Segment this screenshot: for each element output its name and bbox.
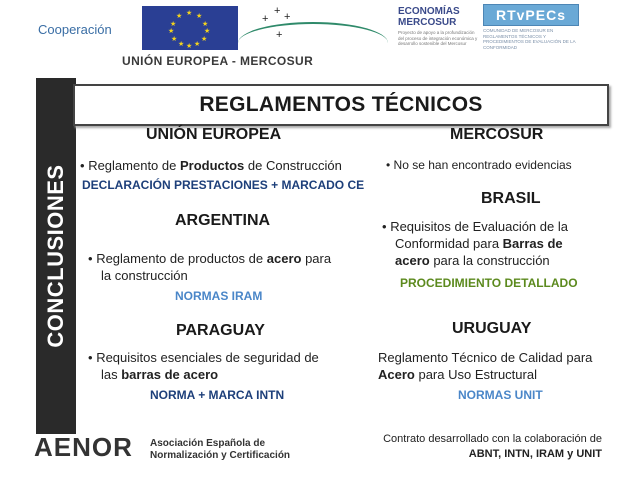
mercosur-stars-logo [260,6,306,46]
title-box [73,84,609,126]
econ-subtitle: Proyecto de apoyo a la profundización del proceso de integración económica y desarrollo sostenible del Mercosur [398,30,478,46]
brasil-l3-post: para la construcción [429,253,550,268]
star-icon: ★ [186,10,193,17]
star-icon: ★ [170,21,177,28]
aenor-subtitle [150,438,290,462]
contrato-note [346,432,602,462]
conclusiones-side-bar [36,78,76,434]
economias-mercosur-logo [398,6,478,64]
mercosur-line: No se han encontrado evidencias [393,158,572,172]
eu-flag-logo [142,6,238,50]
econ-title-2: MERCOSUR [398,17,457,28]
econ-title-1: ECONOMÍAS [398,6,460,17]
star-icon: ★ [168,28,175,35]
brasil-l1: Requisitos de Evaluación de la [390,219,568,234]
star-icon: + [262,13,269,25]
brasil-l3-bold: acero [395,253,430,268]
uruguay-note: NORMAS UNIT [458,388,543,402]
bullet-icon: • [88,251,93,266]
star-icon: ★ [178,41,185,48]
bullet-icon: • [382,219,387,234]
aenor-logo: AENOR [34,432,133,462]
star-icon: ★ [202,21,209,28]
ue-line-post: de Construcción [244,158,342,173]
star-icon: + [274,5,281,17]
star-icon: ★ [201,36,208,43]
argentina-l2: la construcción [101,268,188,283]
star-icon: ★ [186,43,193,50]
brasil-note: PROCEDIMIENTO DETALLADO [400,276,578,290]
union-europea-mercosur-label: UNIÓN EUROPEA - MERCOSUR [122,54,314,68]
star-icon: + [276,29,283,41]
ue-heading: UNIÓN EUROPEA [146,126,282,143]
ue-line-pre: Reglamento de [88,158,180,173]
rtvpecs-subtitle: COMUNIDAD DE MERCOSUR EN REGLAMENTOS TÉCNICOS Y PROCEDIMIENTOS DE EVALUACIÓN DE LA CONFORMIDAD [483,28,576,50]
brasil-heading: BRASIL [481,190,541,207]
argentina-l1-bold: acero [266,251,302,266]
mercosur-heading: MERCOSUR [450,126,544,143]
uruguay-l1: Reglamento Técnico de Calidad para [378,350,593,365]
contrato-line-1: Contrato desarrollado con la colaboración de [383,433,602,445]
rtvpecs-mark: RTvPECs [483,4,579,26]
bullet-icon: • [88,350,93,365]
paraguay-item [88,349,319,383]
argentina-note: NORMAS IRAM [175,289,263,303]
paraguay-note: NORMA + MARCA INTN [150,388,285,402]
conclusiones-label: CONCLUSIONES [43,164,68,348]
uruguay-l2-post: para Uso Estructural [414,367,537,382]
brasil-item [382,218,568,269]
ue-note: DECLARACIÓN PRESTACIONES + MARCADO CE [82,178,365,192]
bullet-icon: • [386,158,391,172]
rtvpecs-logo [483,4,581,70]
cooperacion-label: Cooperación [38,22,112,37]
argentina-heading: ARGENTINA [175,212,271,229]
uruguay-item [378,349,592,383]
bullet-icon: • [80,158,85,173]
star-icon: ★ [176,13,183,20]
star-icon: ★ [204,28,211,35]
page-title: REGLAMENTOS TÉCNICOS [199,93,483,116]
uruguay-heading: URUGUAY [452,320,532,337]
ue-line-bold: Productos [179,158,245,173]
brasil-l2-bold: Barras de [502,236,563,251]
uruguay-l2-bold: Acero [378,367,415,382]
star-icon: ★ [171,36,178,43]
aenor-sub-2: Normalización y Certificación [150,450,291,461]
brasil-l2-pre: Conformidad para [395,236,503,251]
paraguay-heading: PARAGUAY [176,322,265,339]
star-icon: ★ [196,13,203,20]
argentina-l1-pre: Reglamento de productos de [96,251,267,266]
paraguay-l1: Requisitos esenciales de seguridad de [96,350,319,365]
ue-item [80,157,342,174]
contrato-line-2: ABNT, INTN, IRAM y UNIT [468,448,602,460]
mercosur-item [386,157,572,174]
star-icon: ★ [194,41,201,48]
paraguay-l2-pre: las [101,367,122,382]
argentina-item [88,250,331,284]
aenor-sub-1: Asociación Española de [150,438,266,449]
star-icon: + [284,11,291,23]
argentina-l1-post: para [301,251,332,266]
paraguay-l2-bold: barras de acero [121,367,219,382]
